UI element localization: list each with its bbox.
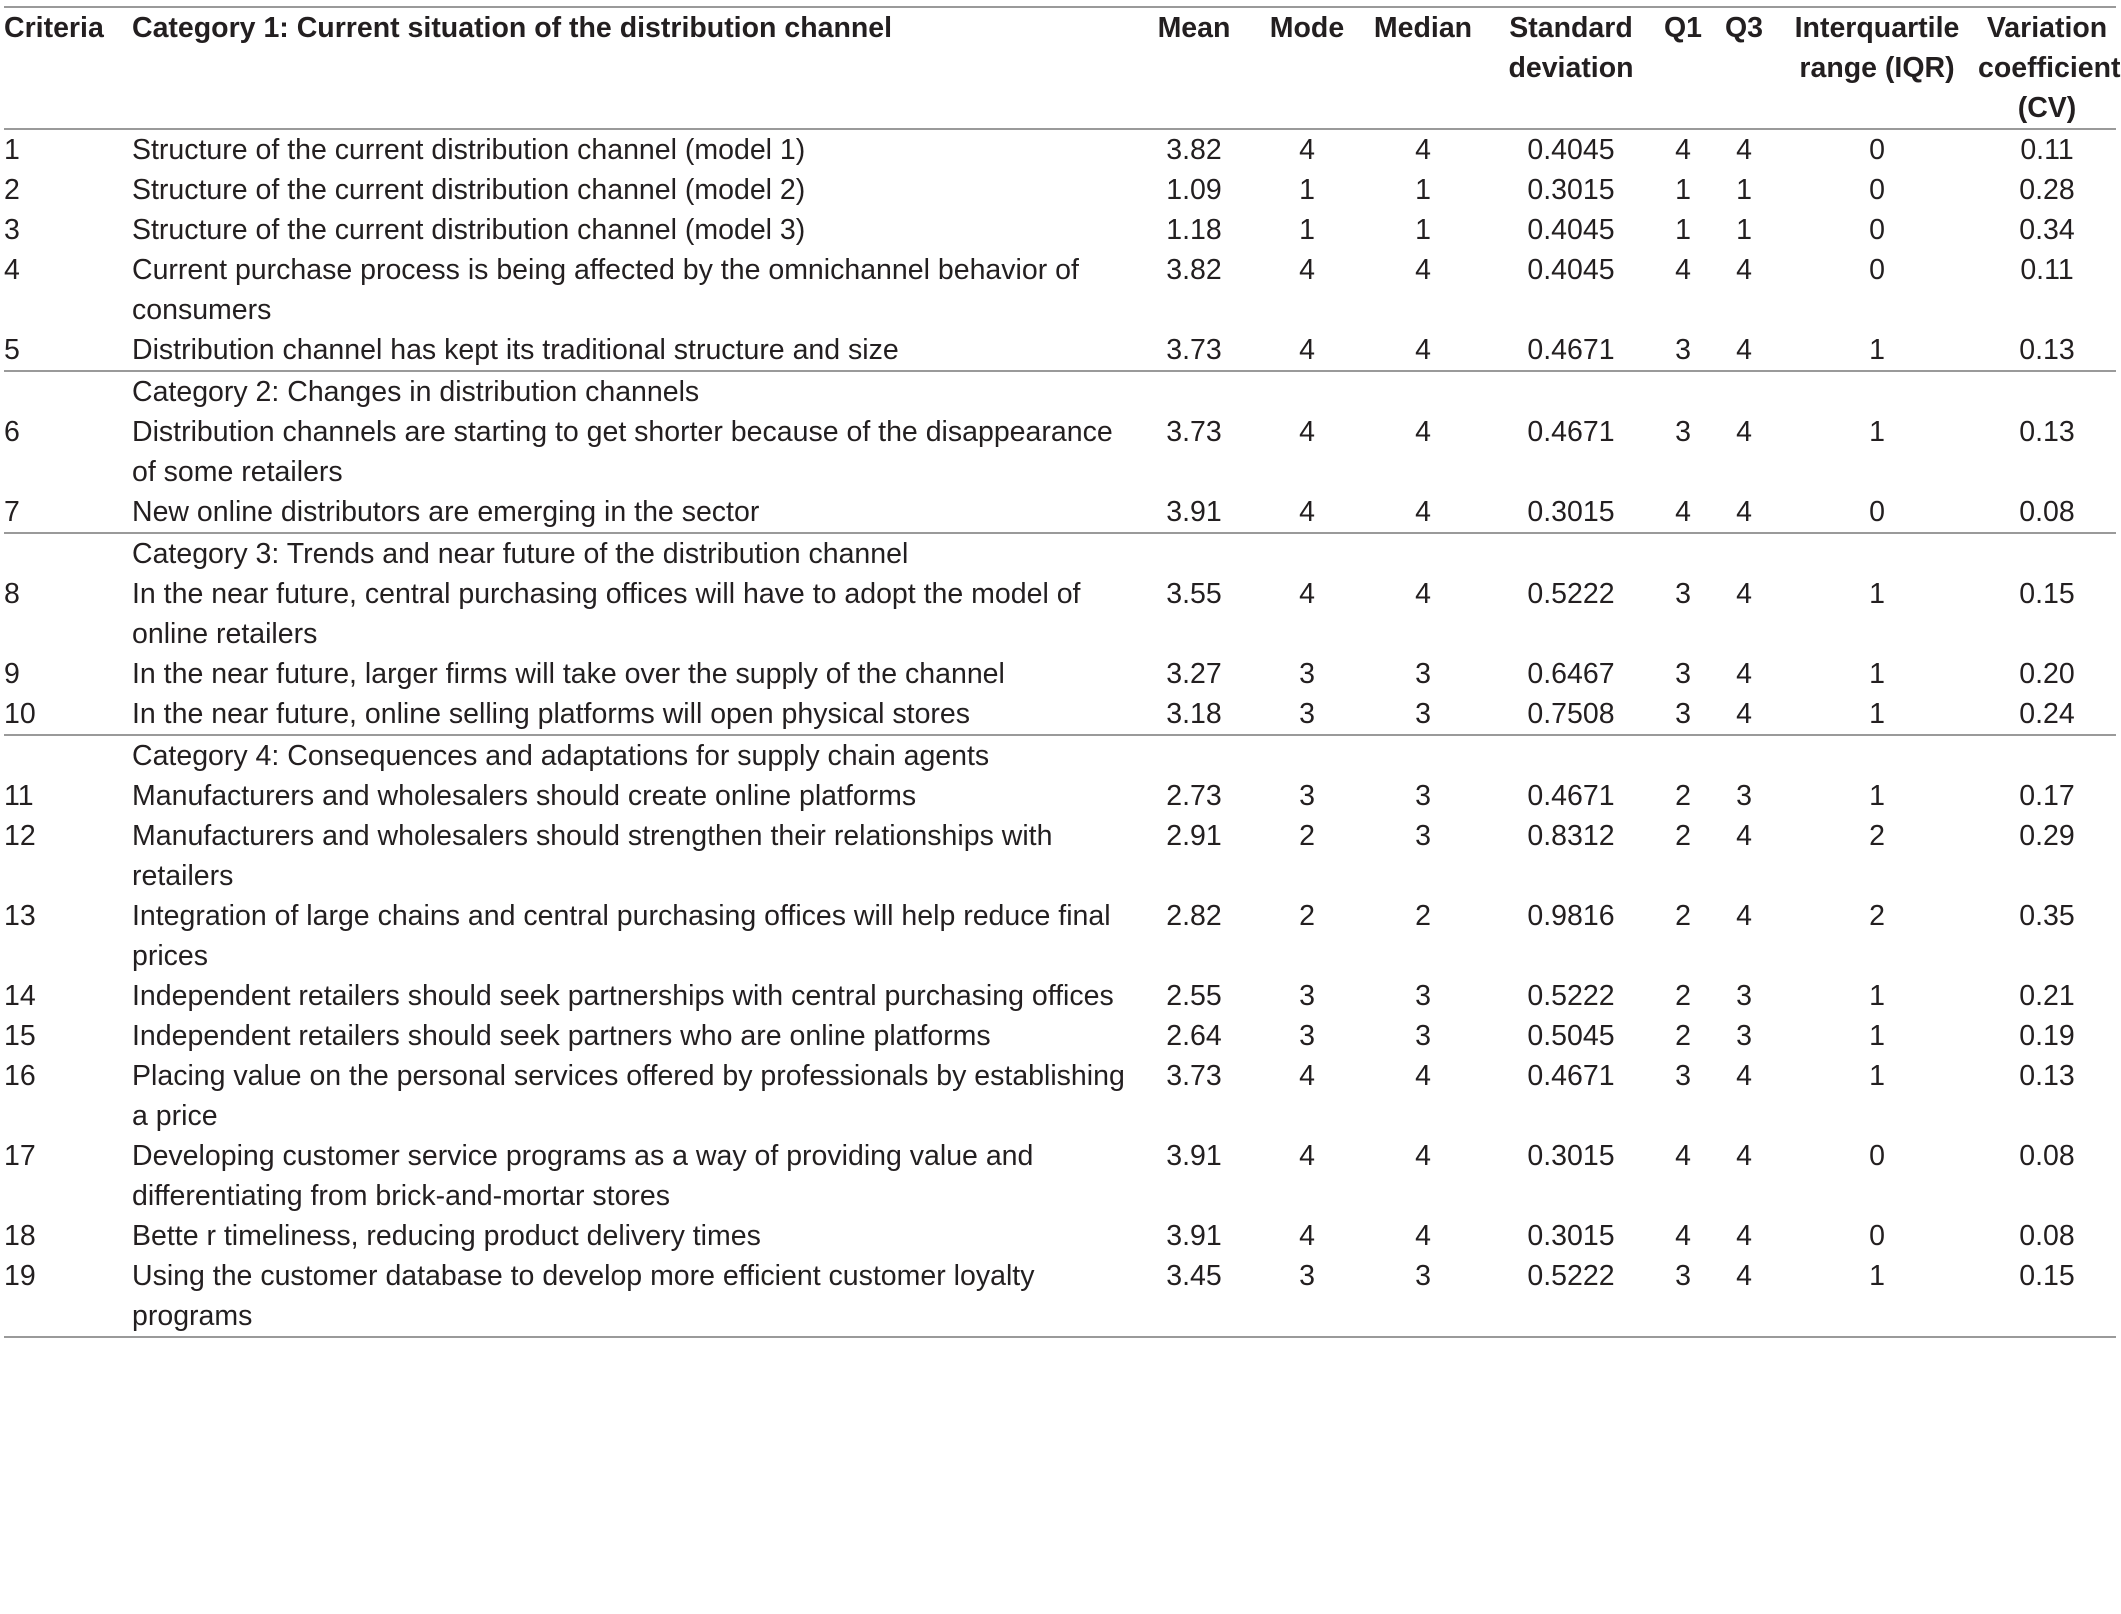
cell-mode: 2 — [1299, 820, 1315, 852]
cell-criteria: 11 — [4, 780, 34, 812]
cell-median: 3 — [1358, 694, 1488, 735]
cell-criteria: 5 — [4, 330, 132, 371]
cell-description: Current purchase process is being affected by the omnichannel behavior of consumers — [132, 254, 1079, 326]
cell-mean: 2.91 — [1166, 820, 1222, 852]
table-row — [4, 250, 2116, 330]
cell-mean: 3.55 — [1166, 578, 1222, 610]
cell-q3: 4 — [1736, 820, 1752, 852]
cell-cv: 0.20 — [2019, 658, 2075, 690]
table-row — [4, 976, 2116, 1016]
cell-standard-deviation: 0.3015 — [1527, 1220, 1615, 1252]
cell-description: Bette r timeliness, reducing product delivery times — [132, 1220, 761, 1252]
cell-cv: 0.28 — [2019, 174, 2075, 206]
cell-iqr: 1 — [1869, 1060, 1885, 1092]
cell-iqr: 0 — [1869, 1220, 1885, 1252]
cell-q1: 3 — [1675, 416, 1691, 448]
cell-standard-deviation: 0.4671 — [1527, 1060, 1615, 1092]
cell-cv: 0.13 — [2019, 1060, 2075, 1092]
cell-criteria: 15 — [4, 1020, 36, 1052]
cell-mode: 3 — [1299, 658, 1315, 690]
cell-mean: 3.73 — [1132, 330, 1256, 371]
cell-description: Independent retailers should seek partners who are online platforms — [132, 1020, 991, 1052]
cell-q1: 2 — [1675, 1020, 1691, 1052]
header-row — [4, 7, 2116, 129]
cell-median: 3 — [1415, 658, 1431, 690]
cell-mode: 1 — [1299, 174, 1315, 206]
header-criteria: Criteria — [4, 7, 132, 129]
cell-standard-deviation: 0.5045 — [1527, 1020, 1615, 1052]
cell-standard-deviation: 0.8312 — [1527, 820, 1615, 852]
cell-cv: 0.15 — [1978, 1256, 2116, 1337]
cell-median: 4 — [1415, 134, 1431, 166]
cell-median: 4 — [1415, 578, 1431, 610]
cell-description: Developing customer service programs as a way of providing value and differentiating from brick-and-mortar stores — [132, 1140, 1034, 1212]
cell-standard-deviation: 0.3015 — [1488, 492, 1654, 533]
cell-q3: 1 — [1736, 214, 1752, 246]
cell-q3: 4 — [1736, 1140, 1752, 1172]
cell-cv: 0.24 — [1978, 694, 2116, 735]
cell-iqr: 1 — [1869, 416, 1885, 448]
cell-q3: 3 — [1736, 1020, 1752, 1052]
cell-criteria: 17 — [4, 1140, 36, 1172]
cell-criteria: 16 — [4, 1060, 36, 1092]
cell-standard-deviation: 0.3015 — [1527, 174, 1615, 206]
table-row — [4, 330, 2116, 371]
cell-q3: 4 — [1736, 134, 1752, 166]
cell-mode: 3 — [1299, 780, 1315, 812]
cell-mean: 2.73 — [1166, 780, 1222, 812]
cell-cv: 0.08 — [2019, 1140, 2075, 1172]
cell-mode: 4 — [1299, 578, 1315, 610]
cell-criteria: 9 — [4, 658, 20, 690]
table-row — [4, 654, 2116, 694]
cell-median: 3 — [1415, 780, 1431, 812]
cell-iqr: 2 — [1869, 900, 1885, 932]
cell-mode: 3 — [1299, 980, 1315, 1012]
header-mode: Mode — [1256, 7, 1358, 129]
cell-mean: 3.27 — [1166, 658, 1222, 690]
cell-description: Manufacturers and wholesalers should strengthen their relationships with retailers — [132, 820, 1053, 892]
cell-median: 4 — [1415, 416, 1431, 448]
cell-q1: 1 — [1675, 174, 1691, 206]
cell-criteria: 13 — [4, 900, 36, 932]
cell-q1: 2 — [1675, 820, 1691, 852]
cell-q1: 2 — [1675, 900, 1691, 932]
cell-mean: 2.55 — [1166, 980, 1222, 1012]
cell-mode: 1 — [1299, 214, 1315, 246]
cell-iqr: 1 — [1869, 980, 1885, 1012]
cell-iqr: 1 — [1869, 658, 1885, 690]
table-row — [4, 170, 2116, 210]
cell-criteria: 2 — [4, 174, 20, 206]
header-median: Median — [1358, 7, 1488, 129]
cell-q1: 1 — [1675, 214, 1691, 246]
cell-cv: 0.29 — [2019, 820, 2075, 852]
cell-q3: 3 — [1736, 980, 1752, 1012]
cell-q1: 4 — [1675, 254, 1691, 286]
cell-mode: 4 — [1299, 134, 1315, 166]
category-spacer — [4, 371, 132, 412]
cell-description: Using the customer database to develop more efficient customer loyalty programs — [132, 1256, 1132, 1337]
cell-standard-deviation: 0.5222 — [1527, 578, 1615, 610]
category-row — [4, 735, 2116, 776]
cell-description: Placing value on the personal services offered by professionals by establishing a price — [132, 1060, 1125, 1132]
cell-standard-deviation: 0.3015 — [1527, 1140, 1615, 1172]
cell-criteria: 18 — [4, 1220, 36, 1252]
header-q1: Q1 — [1654, 7, 1712, 129]
cell-median: 3 — [1415, 1020, 1431, 1052]
cell-median: 4 — [1358, 330, 1488, 371]
cell-q3: 4 — [1736, 900, 1752, 932]
cell-q1: 3 — [1654, 1256, 1712, 1337]
cell-q1: 3 — [1675, 578, 1691, 610]
cell-median: 4 — [1415, 1140, 1431, 1172]
cell-criteria: 6 — [4, 416, 20, 448]
cell-iqr: 1 — [1776, 330, 1978, 371]
table-row — [4, 694, 2116, 735]
header-q3: Q3 — [1712, 7, 1776, 129]
cell-q1: 4 — [1654, 492, 1712, 533]
cell-q3: 4 — [1736, 1060, 1752, 1092]
cell-mode: 4 — [1299, 254, 1315, 286]
category-spacer — [4, 735, 132, 776]
cell-median: 3 — [1415, 980, 1431, 1012]
cell-median: 4 — [1358, 492, 1488, 533]
header-mean: Mean — [1132, 7, 1256, 129]
table-row — [4, 1056, 2116, 1136]
cell-mean: 1.18 — [1166, 214, 1222, 246]
cell-standard-deviation: 0.9816 — [1527, 900, 1615, 932]
table-row — [4, 210, 2116, 250]
cell-q3: 4 — [1736, 578, 1752, 610]
cell-iqr: 1 — [1869, 578, 1885, 610]
cell-mean: 3.73 — [1166, 1060, 1222, 1092]
cell-mean: 2.82 — [1166, 900, 1222, 932]
cell-iqr: 0 — [1869, 254, 1885, 286]
category-title: Category 2: Changes in distribution channels — [132, 376, 700, 408]
cell-q3: 4 — [1736, 416, 1752, 448]
cell-mode: 3 — [1256, 694, 1358, 735]
cell-iqr: 2 — [1869, 820, 1885, 852]
cell-q3: 4 — [1712, 492, 1776, 533]
cell-cv: 0.21 — [2019, 980, 2075, 1012]
cell-q3: 4 — [1736, 254, 1752, 286]
cell-cv: 0.11 — [2020, 134, 2074, 166]
cell-iqr: 1 — [1776, 694, 1978, 735]
header-standard-deviation: Standard deviation — [1488, 7, 1654, 129]
category-row — [4, 371, 2116, 412]
header-category-1: Category 1: Current situation of the distribution channel — [132, 7, 1132, 129]
cell-standard-deviation: 0.4045 — [1527, 134, 1615, 166]
cell-cv: 0.08 — [2019, 1220, 2075, 1252]
cell-mean: 2.64 — [1166, 1020, 1222, 1052]
cell-iqr: 1 — [1776, 1256, 1978, 1337]
cell-q1: 3 — [1675, 1060, 1691, 1092]
cell-mode: 4 — [1299, 1220, 1315, 1252]
cell-mean: 3.91 — [1166, 1140, 1222, 1172]
table-row — [4, 492, 2116, 533]
cell-cv: 0.08 — [1978, 492, 2116, 533]
cell-q3: 4 — [1736, 1220, 1752, 1252]
cell-standard-deviation: 0.7508 — [1488, 694, 1654, 735]
cell-standard-deviation: 0.4045 — [1527, 214, 1615, 246]
cell-q1: 2 — [1675, 780, 1691, 812]
cell-criteria: 12 — [4, 820, 36, 852]
cell-cv: 0.34 — [2019, 214, 2075, 246]
table-row — [4, 896, 2116, 976]
cell-mode: 4 — [1256, 492, 1358, 533]
cell-description: In the near future, larger firms will take over the supply of the channel — [132, 658, 1005, 690]
cell-cv: 0.13 — [2019, 416, 2075, 448]
cell-description: Distribution channels are starting to get shorter because of the disappearance of some retailers — [132, 416, 1113, 488]
cell-standard-deviation: 0.4671 — [1527, 780, 1615, 812]
cell-criteria: 4 — [4, 254, 20, 286]
category-title: Category 3: Trends and near future of the distribution channel — [132, 538, 909, 570]
cell-mode: 4 — [1299, 1140, 1315, 1172]
cell-criteria: 10 — [4, 694, 132, 735]
cell-median: 4 — [1415, 1060, 1431, 1092]
cell-mean: 3.82 — [1166, 254, 1222, 286]
cell-median: 4 — [1415, 254, 1431, 286]
cell-standard-deviation: 0.4671 — [1527, 416, 1615, 448]
cell-mode: 3 — [1256, 1256, 1358, 1337]
cell-q3: 4 — [1712, 694, 1776, 735]
cell-standard-deviation: 0.6467 — [1527, 658, 1615, 690]
category-title: Category 4: Consequences and adaptations for supply chain agents — [132, 740, 990, 772]
cell-mode: 4 — [1256, 330, 1358, 371]
cell-description: New online distributors are emerging in the sector — [132, 492, 1132, 533]
cell-q3: 4 — [1736, 658, 1752, 690]
table-row — [4, 574, 2116, 654]
cell-description: Integration of large chains and central purchasing offices will help reduce final prices — [132, 900, 1111, 972]
cell-mode: 4 — [1299, 1060, 1315, 1092]
table-row — [4, 1136, 2116, 1216]
category-row — [4, 533, 2116, 574]
table-row — [4, 412, 2116, 492]
table-row — [4, 776, 2116, 816]
cell-q3: 1 — [1736, 174, 1752, 206]
cell-description: Independent retailers should seek partnerships with central purchasing offices — [132, 980, 1114, 1012]
cell-standard-deviation: 0.5222 — [1527, 980, 1615, 1012]
table-row — [4, 1256, 2116, 1337]
cell-criteria: 14 — [4, 980, 36, 1012]
cell-criteria: 8 — [4, 578, 20, 610]
cell-mean: 1.09 — [1166, 174, 1222, 206]
cell-description: Structure of the current distribution channel (model 1) — [132, 134, 806, 166]
cell-iqr: 0 — [1869, 1140, 1885, 1172]
header-iqr: Interquartile range (IQR) — [1776, 7, 1978, 129]
cell-cv: 0.35 — [2019, 900, 2075, 932]
table-body — [4, 129, 2116, 1337]
cell-q3: 4 — [1712, 330, 1776, 371]
cell-median: 1 — [1415, 174, 1431, 206]
cell-iqr: 0 — [1869, 214, 1885, 246]
table-row — [4, 1216, 2116, 1256]
cell-description: Structure of the current distribution channel (model 2) — [132, 174, 806, 206]
cell-q1: 3 — [1654, 694, 1712, 735]
cell-q1: 3 — [1654, 330, 1712, 371]
header-cv: Variation coefficient (CV) — [1978, 7, 2116, 129]
cell-iqr: 0 — [1869, 134, 1885, 166]
cell-cv: 0.17 — [2019, 780, 2075, 812]
statistics-table — [4, 6, 2121, 1338]
cell-q3: 3 — [1736, 780, 1752, 812]
cell-criteria: 19 — [4, 1256, 132, 1337]
cell-mean: 3.73 — [1166, 416, 1222, 448]
cell-cv: 0.15 — [2019, 578, 2075, 610]
cell-median: 2 — [1415, 900, 1431, 932]
category-spacer — [4, 533, 132, 574]
cell-criteria: 7 — [4, 492, 132, 533]
cell-mean: 3.45 — [1132, 1256, 1256, 1337]
cell-standard-deviation: 0.5222 — [1488, 1256, 1654, 1337]
cell-description: In the near future, online selling platforms will open physical stores — [132, 694, 1132, 735]
cell-description: In the near future, central purchasing offices will have to adopt the model of online retailers — [132, 578, 1081, 650]
cell-iqr: 0 — [1869, 174, 1885, 206]
cell-median: 3 — [1415, 820, 1431, 852]
cell-cv: 0.19 — [2019, 1020, 2075, 1052]
cell-q1: 4 — [1675, 134, 1691, 166]
cell-median: 4 — [1415, 1220, 1431, 1252]
cell-q1: 4 — [1675, 1140, 1691, 1172]
cell-cv: 0.13 — [1978, 330, 2116, 371]
cell-description: Structure of the current distribution channel (model 3) — [132, 214, 806, 246]
cell-description: Distribution channel has kept its traditional structure and size — [132, 330, 1132, 371]
cell-q1: 3 — [1675, 658, 1691, 690]
cell-median: 3 — [1358, 1256, 1488, 1337]
cell-mean: 3.91 — [1166, 1220, 1222, 1252]
cell-mean: 3.82 — [1166, 134, 1222, 166]
cell-mode: 4 — [1299, 416, 1315, 448]
cell-iqr: 1 — [1869, 780, 1885, 812]
table-row — [4, 129, 2116, 170]
cell-iqr: 1 — [1869, 1020, 1885, 1052]
cell-q3: 4 — [1712, 1256, 1776, 1337]
cell-iqr: 0 — [1776, 492, 1978, 533]
cell-q1: 4 — [1675, 1220, 1691, 1252]
cell-criteria: 1 — [4, 134, 20, 166]
table-row — [4, 816, 2116, 896]
cell-median: 1 — [1415, 214, 1431, 246]
cell-standard-deviation: 0.4045 — [1527, 254, 1615, 286]
cell-cv: 0.11 — [2020, 254, 2074, 286]
table-row — [4, 1016, 2116, 1056]
cell-mean: 3.18 — [1132, 694, 1256, 735]
cell-mean: 3.91 — [1132, 492, 1256, 533]
cell-standard-deviation: 0.4671 — [1488, 330, 1654, 371]
cell-mode: 2 — [1299, 900, 1315, 932]
cell-mode: 3 — [1299, 1020, 1315, 1052]
cell-description: Manufacturers and wholesalers should create online platforms — [132, 780, 917, 812]
cell-criteria: 3 — [4, 214, 20, 246]
cell-q1: 2 — [1675, 980, 1691, 1012]
